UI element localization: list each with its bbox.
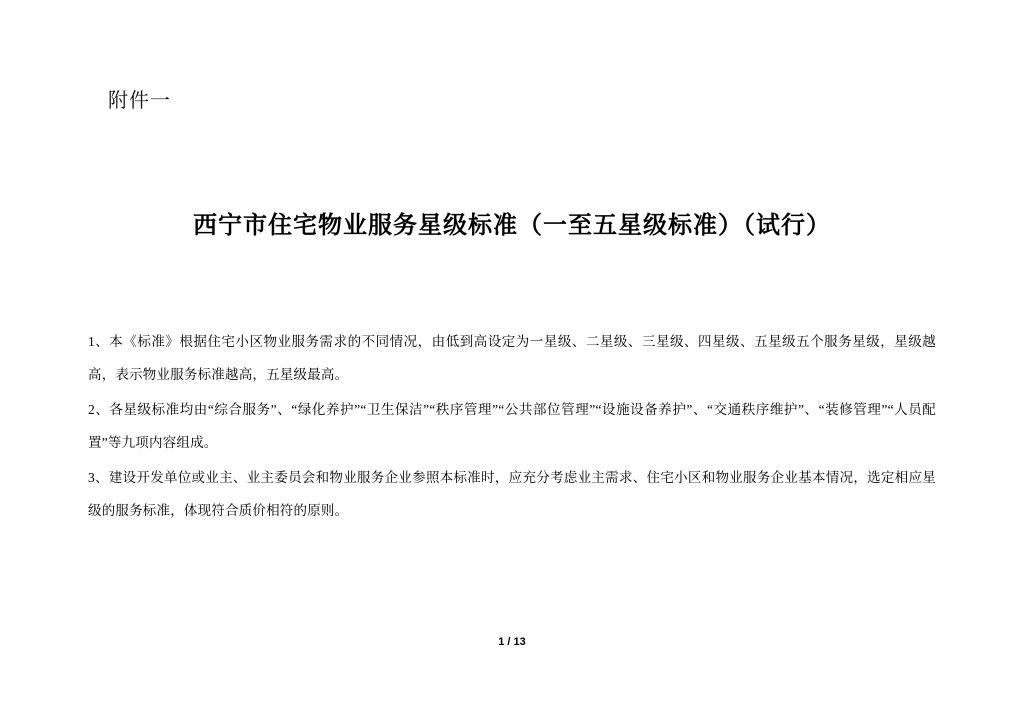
paragraph: 2、各星级标准均由“综合服务”、“绿化养护”“卫生保洁”“秩序管理”“公共部位管理”“设施设备养护”、“交通秩序维护”、“装修管理”“人员配置”等九项内容组成。 [88,402,936,451]
attachment-label: 附件一 [108,90,171,112]
page-number: 1 / 13 [498,636,526,648]
paragraph: 3、建设开发单位或业主、业主委员会和物业服务企业参照本标准时，应充分考虑业主需求、住宅小区和物业服务企业基本情况，选定相应星级的服务标准，体现符合质价相符的原则。 [88,470,936,519]
paragraph: 1、本《标准》根据住宅小区物业服务需求的不同情况，由低到高设定为一星级、二星级、三星级、四星级、五星级五个服务星级，星级越高，表示物业服务标准越高，五星级最高。 [88,334,936,383]
body-text [88,325,936,529]
page-title: 西宁市住宅物业服务星级标准（一至五星级标准）（试行） [193,213,831,239]
